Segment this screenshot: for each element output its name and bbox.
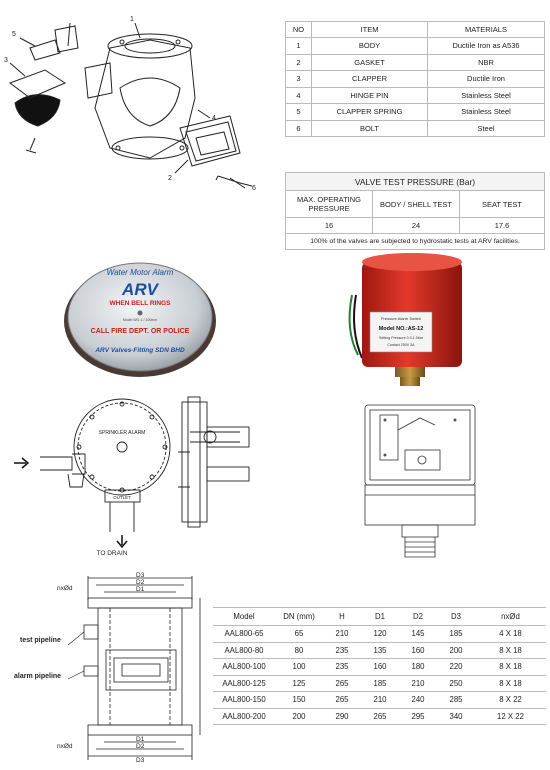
gong-company: ARV Valves-Fitting SDN BHD [95,347,185,354]
materials-row [286,54,545,71]
model-row-cell: 200 [275,708,323,725]
materials-row-cell: Ductile Iron [428,71,545,88]
model-row-cell: AAL800-200 [213,708,275,725]
switch-spec-2: Contact 250V 3A [387,343,415,347]
model-row-cell: 160 [399,642,437,659]
gong-warning: CALL FIRE DEPT. OR POLICE [90,328,190,335]
gong-title: Water Motor Alarm [106,268,174,277]
materials-row-cell: Ductile Iron as A536 [428,38,545,55]
switch-model: Model NO.:AS-12 [378,326,424,332]
model-row [213,692,546,709]
model-header-holes: nxØd [475,608,546,626]
pressure-alarm-switch [340,250,480,390]
gong-brand-logo: ARV [122,280,158,299]
materials-row-cell: 2 [286,54,312,71]
materials-row [286,87,545,104]
model-row-cell: 295 [399,708,437,725]
materials-row [286,71,545,88]
model-header-d1: D1 [361,608,399,626]
model-header-model: Model [213,608,275,626]
test-pipeline-label: test pipeline [20,637,61,644]
model-row-cell: 65 [275,626,323,643]
d1-top-label: D1 [136,586,145,593]
header-max-operating-pressure: MAX. OPERATING PRESSURE [286,191,373,218]
model-row-cell: 185 [361,675,399,692]
callout-3: 3 [4,57,8,64]
model-row-cell: 265 [323,675,361,692]
test-pressure-table [285,172,545,250]
model-row-cell: AAL800-80 [213,642,275,659]
model-row-cell: 235 [323,659,361,676]
model-row-cell: 150 [275,692,323,709]
model-row-cell: 265 [323,692,361,709]
d1-bottom-label: D1 [136,736,145,743]
model-row-cell: AAL800-100 [213,659,275,676]
model-row-cell: AAL800-125 [213,675,275,692]
materials-header-no: NO [286,22,312,38]
model-row-cell: 185 [437,626,475,643]
model-row-cell: 100 [275,659,323,676]
materials-row-cell: CLAPPER [312,71,428,88]
model-row-cell: 8 X 18 [475,642,546,659]
materials-row-cell: NBR [428,54,545,71]
model-row-cell: 290 [323,708,361,725]
model-row [213,659,546,676]
callout-1: 1 [130,16,134,23]
d2-bottom-label: D2 [136,743,145,750]
pressure-switch-section-drawing [360,400,480,560]
materials-table [285,21,545,137]
materials-header-materials: MATERIALS [428,22,545,38]
value-seat-test: 17.6 [460,218,545,234]
model-row-cell: 265 [361,708,399,725]
model-header-d3: D3 [437,608,475,626]
callout-6: 6 [252,185,256,192]
materials-header-row [286,22,545,38]
value-body-shell-test: 24 [373,218,460,234]
materials-row [286,120,545,137]
model-dimensions-table [213,607,546,725]
model-row-cell: 80 [275,642,323,659]
model-row-cell: 180 [399,659,437,676]
model-row [213,708,546,725]
materials-row-cell: 4 [286,87,312,104]
model-row-cell: AAL800-65 [213,626,275,643]
header-seat-test: SEAT TEST [460,191,545,218]
switch-label-title: Pressure Alarm Switch [380,316,422,321]
model-header-h: H [323,608,361,626]
model-row-cell: 210 [361,692,399,709]
to-drain-label: TO DRAIN [96,550,128,557]
materials-row-cell: Stainless Steel [428,104,545,121]
model-row-cell: 12 X 22 [475,708,546,725]
materials-header-item: ITEM [312,22,428,38]
model-header-dn: DN (mm) [275,608,323,626]
materials-row-cell: GASKET [312,54,428,71]
callout-4: 4 [212,115,216,122]
materials-row [286,104,545,121]
model-header-row [213,608,546,626]
exploded-view-drawing [0,8,280,193]
model-row-cell: 250 [437,675,475,692]
model-row-cell: AAL800-150 [213,692,275,709]
model-row-cell: 220 [437,659,475,676]
materials-row [286,38,545,55]
water-motor-alarm-gong [60,255,220,380]
materials-row-cell: BODY [312,38,428,55]
model-row [213,642,546,659]
outlet-label: OUTLET [113,495,131,500]
model-row-cell: 125 [275,675,323,692]
dimension-drawing [10,570,210,765]
gong-small-text: Model WG-1 / 100mm [122,318,158,322]
materials-row-cell: 3 [286,71,312,88]
model-row-cell: 160 [361,659,399,676]
gong-slogan: WHEN BELL RINGS [109,300,171,307]
callout-2: 2 [168,175,172,182]
model-row-cell: 210 [323,626,361,643]
materials-row-cell: 1 [286,38,312,55]
model-row-cell: 8 X 22 [475,692,546,709]
model-row-cell: 145 [399,626,437,643]
model-row-cell: 210 [399,675,437,692]
model-row [213,675,546,692]
model-row-cell: 200 [437,642,475,659]
header-body-shell-test: BODY / SHELL TEST [373,191,460,218]
alarm-pipeline-label: alarm pipeline [14,673,62,680]
d3-top-label: D3 [136,572,145,579]
model-row-cell: 340 [437,708,475,725]
callout-5: 5 [12,31,16,38]
d2-top-label: D2 [136,579,145,586]
test-pressure-title: VALVE TEST PRESSURE (Bar) [286,173,545,191]
model-row-cell: 4 X 18 [475,626,546,643]
model-row-cell: 8 X 18 [475,675,546,692]
model-row-cell: 8 X 18 [475,659,546,676]
model-row-cell: 235 [323,642,361,659]
model-header-d2: D2 [399,608,437,626]
top-holes-label: nxØd [57,585,73,592]
value-max-operating-pressure: 16 [286,218,373,234]
materials-row-cell: CLAPPER SPRING [312,104,428,121]
model-row-cell: 285 [437,692,475,709]
model-row-cell: 240 [399,692,437,709]
model-row-cell: 135 [361,642,399,659]
materials-row-cell: Stainless Steel [428,87,545,104]
switch-spec-1: Setting Pressure 0.3-1.0bar [379,336,423,340]
materials-row-cell: 5 [286,104,312,121]
materials-row-cell: BOLT [312,120,428,137]
sprinkler-dial-label: SPRINKLER ALARM [98,430,146,436]
materials-row-cell: 6 [286,120,312,137]
materials-row-cell: Steel [428,120,545,137]
materials-row-cell: HINGE PIN [312,87,428,104]
model-row [213,626,546,643]
model-row-cell: 120 [361,626,399,643]
d3-bottom-label: D3 [136,757,145,764]
test-pressure-note: 100% of the valves are subjected to hydrostatic tests at ARV facilities. [286,234,545,250]
sprinkler-alarm-drawing [10,392,270,557]
bottom-holes-label: nxØd [57,743,73,750]
